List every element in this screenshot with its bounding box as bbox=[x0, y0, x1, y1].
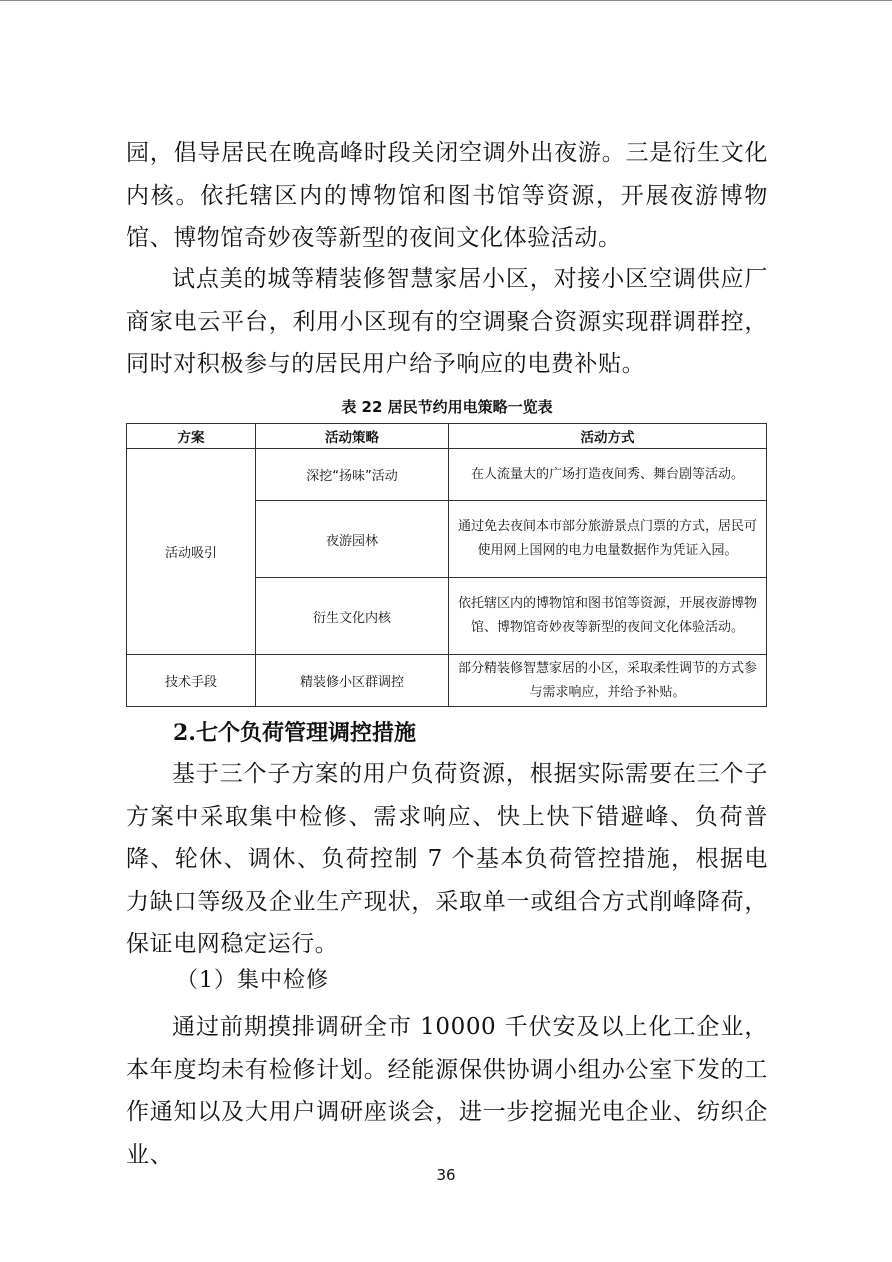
table-row bbox=[127, 655, 767, 707]
page-top-border bbox=[0, 0, 892, 1]
subheading: （1）集中检修 bbox=[176, 968, 329, 993]
strategy-table bbox=[126, 423, 767, 707]
paragraph-measures: 基于三个子方案的用户负荷资源，根据实际需要在三个子方案中采取集中检修、需求响应、快上快下错避峰、负荷普降、轮休、调休、负荷控制 7 个基本负荷管控措施，根据电力缺口等级及企业生产现状，采取单一或组合方式削峰降荷，保证电网稳定运行。 bbox=[126, 761, 768, 958]
strategy-cell: 衍生文化内核 bbox=[256, 578, 449, 655]
section-heading: 2.七个负荷管理调控措施 bbox=[173, 720, 416, 746]
mode-cell: 部分精装修智慧家居的小区，采取柔性调节的方式参与需求响应，并给予补贴。 bbox=[449, 655, 767, 707]
strategy-cell: 深挖“扬味”活动 bbox=[256, 449, 449, 501]
paragraph-pilot: 试点美的城等精装修智慧家居小区，对接小区空调供应厂商家电云平台，利用小区现有的空调聚合资源实现群调群控，同时对积极参与的居民用户给予响应的电费补贴。 bbox=[126, 266, 768, 378]
mode-cell: 依托辖区内的博物馆和图书馆等资源，开展夜游博物馆、博物馆奇妙夜等新型的夜间文化体验活动。 bbox=[449, 578, 767, 655]
scheme-cell-activity: 活动吸引 bbox=[127, 449, 256, 655]
strategy-cell: 夜游园林 bbox=[256, 501, 449, 578]
scheme-cell-tech: 技术手段 bbox=[127, 655, 256, 707]
header-mode: 活动方式 bbox=[449, 424, 767, 449]
table-row bbox=[127, 449, 767, 501]
mode-cell: 在人流量大的广场打造夜间秀、舞台剧等活动。 bbox=[449, 449, 767, 501]
header-scheme: 方案 bbox=[127, 424, 256, 449]
paragraph-continuation: 园，倡导居民在晚高峰时段关闭空调外出夜游。三是衍生文化内核。依托辖区内的博物馆和图书馆等资源，开展夜游博物馆、博物馆奇妙夜等新型的夜间文化体验活动。 bbox=[126, 140, 768, 252]
mode-cell: 通过免去夜间本市部分旅游景点门票的方式，居民可使用网上国网的电力电量数据作为凭证入园。 bbox=[449, 501, 767, 578]
page-number: 36 bbox=[436, 1166, 456, 1184]
table-caption: 表 22 居民节约用电策略一览表 bbox=[341, 398, 553, 416]
table-header-row bbox=[127, 424, 767, 449]
header-strategy: 活动策略 bbox=[256, 424, 449, 449]
strategy-cell: 精装修小区群调控 bbox=[256, 655, 449, 707]
paragraph-maintenance: 通过前期摸排调研全市 10000 千伏安及以上化工企业，本年度均未有检修计划。经能源保供协调小组办公室下发的工作通知以及大用户调研座谈会，进一步挖掘光电企业、纺织企业、 bbox=[126, 1014, 768, 1168]
